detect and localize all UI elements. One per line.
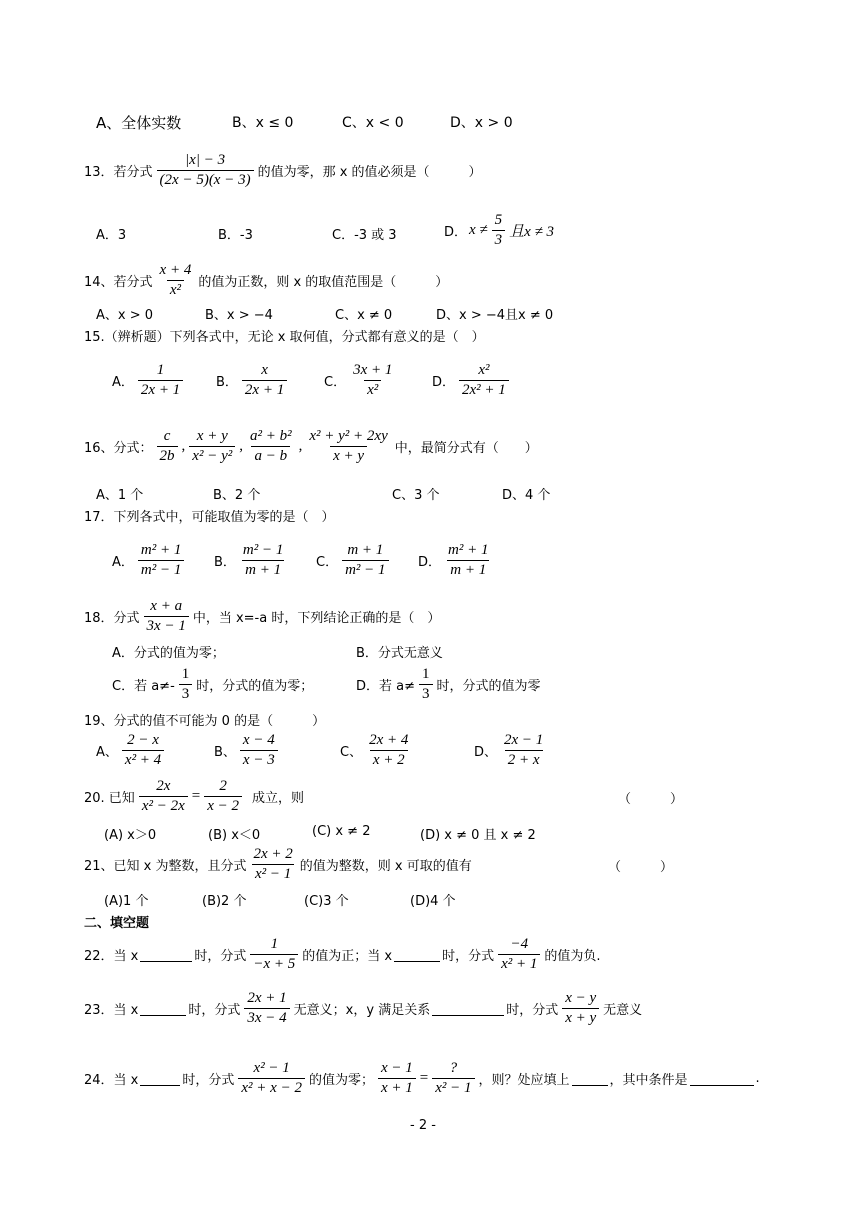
q21-answer-paren: （ ）: [608, 860, 674, 875]
q19-option-a: [96, 732, 166, 769]
q22-blank-1[interactable]: [140, 947, 192, 962]
q17-option-c-numerator: m + 1: [347, 542, 384, 558]
q23-numerator-2: x − y: [565, 990, 597, 1006]
q15-option-a-fraction: [138, 362, 183, 399]
q17-option-c-denominator: m² − 1: [342, 560, 388, 579]
q17-option-b-numerator: m² − 1: [242, 542, 284, 558]
q22-numerator-1: 1: [270, 936, 279, 952]
q18-option-d-numerator: 1: [422, 666, 430, 682]
q13-option-d-post: 且x ≠ 3: [509, 224, 555, 240]
q19-option-c-denominator: x + 2: [370, 750, 408, 769]
q20-option-a: (A) x＞0: [104, 828, 157, 843]
question-24: [84, 1060, 760, 1097]
question-16: [84, 428, 538, 465]
q22-denominator-2: x² + 1: [498, 954, 540, 973]
q19-option-d-numerator: 2x − 1: [504, 732, 544, 748]
q16-option-b: B、2 个: [213, 488, 261, 503]
q12-option-d: D、x > 0: [450, 115, 513, 131]
page-number: - 2 -: [410, 1118, 436, 1133]
q19-option-d: [474, 732, 548, 769]
q15-option-b-numerator: x: [261, 362, 268, 378]
q13-numerator: |x| − 3: [185, 152, 226, 168]
q21-prefix: 21、已知 x 为整数，且分式: [84, 859, 247, 874]
q19-option-c: [340, 732, 413, 769]
q16-separator: ,: [298, 438, 303, 454]
question-23: [84, 990, 642, 1027]
q19-option-c-fraction: [366, 732, 411, 769]
q19-option-a-fraction: [122, 732, 164, 769]
q24-equals: =: [419, 1070, 429, 1086]
q15-option-d: [432, 362, 511, 399]
q22-blank-2[interactable]: [394, 947, 440, 962]
q23-blank-2[interactable]: [432, 1001, 504, 1016]
q14-option-b: B、x > −4: [205, 308, 273, 323]
q18-option-b: B．分式无意义: [356, 646, 443, 661]
q15-option-d-numerator: x²: [478, 362, 490, 378]
q17-option-a-fraction: [138, 542, 184, 579]
q24-denominator-1: x² + x − 2: [238, 1078, 305, 1097]
q15-option-c: [324, 362, 397, 399]
q17-option-b-label: B．: [214, 555, 236, 570]
q16-suffix: 中，最简分式有（ ）: [394, 441, 538, 456]
q16-fraction-1: [157, 428, 178, 465]
q16-denominator-4: x + y: [330, 446, 367, 465]
q18-fraction: [144, 598, 189, 635]
q16-numerator-1: c: [163, 428, 171, 444]
q18-option-c-fraction: [179, 666, 193, 703]
q12-option-a: A、全体实数: [96, 114, 182, 132]
q18-option-a: A．分式的值为零；: [112, 646, 225, 661]
q24-part-6: .: [755, 1071, 760, 1086]
q22-fraction-1: [250, 936, 298, 973]
q18-prefix: 18．分式: [84, 611, 140, 626]
q20-option-d: (D) x ≠ 0 且 x ≠ 2: [420, 828, 536, 843]
q16-option-a: A、1 个: [96, 488, 144, 503]
q21-numerator: 2x + 2: [253, 846, 293, 862]
q14-denominator: x²: [167, 280, 184, 299]
q24-denominator-3: x² − 1: [432, 1078, 474, 1097]
q22-part-4: 时，分式: [442, 949, 495, 964]
q23-part-3: 无意义；x，y 满足关系: [293, 1003, 431, 1018]
q19-option-a-label: A、: [96, 745, 118, 760]
q18-option-c: [112, 666, 313, 703]
q15-option-a-denominator: 2x + 1: [138, 380, 183, 399]
q23-numerator-1: 2x + 1: [247, 990, 287, 1006]
q13-denominator: (2x − 5)(x − 3): [157, 170, 254, 189]
q18-denominator: 3x − 1: [144, 616, 189, 635]
q19-option-d-fraction: [501, 732, 546, 769]
q19-option-b: [214, 732, 280, 769]
question-22: [84, 936, 601, 973]
q24-blank-2[interactable]: [572, 1071, 608, 1086]
q17-option-b-fraction: [240, 542, 286, 579]
q13-suffix: 的值为零，那 x 的值必须是（ ）: [257, 165, 482, 180]
q23-fraction-1: [244, 990, 289, 1027]
q18-option-d-post: 时，分式的值为零: [436, 679, 541, 694]
q22-denominator-1: −x + 5: [250, 954, 298, 973]
question-19: 19、分式的值不可能为 0 的是（ ）: [84, 714, 326, 729]
q24-part-4: ，则？处应填上: [478, 1073, 570, 1088]
q14-prefix: 14、若分式: [84, 275, 153, 290]
q17-option-a: [112, 542, 186, 579]
q23-denominator-1: 3x − 4: [244, 1008, 289, 1027]
q22-part-1: 22．当 x: [84, 949, 139, 964]
q18-option-c-denominator: 3: [179, 684, 193, 703]
q13-option-d-denominator: 3: [492, 230, 506, 249]
q18-option-d-denominator: 3: [419, 684, 433, 703]
q23-part-5: 无意义: [603, 1003, 643, 1018]
q17-option-b-denominator: m + 1: [242, 560, 284, 579]
q15-option-a: [112, 362, 185, 399]
q18-option-c-numerator: 1: [181, 666, 190, 682]
q14-suffix: 的值为正数，则 x 的取值范围是（ ）: [198, 275, 449, 290]
question-18: [84, 598, 440, 635]
q23-fraction-2: [562, 990, 599, 1027]
question-14: [84, 262, 448, 299]
q22-fraction-2: [498, 936, 540, 973]
q12-option-b: B、x ≤ 0: [232, 115, 294, 131]
q15-option-c-denominator: x²: [364, 380, 381, 399]
q23-denominator-2: x + y: [562, 1008, 599, 1027]
q16-prefix: 16、分式：: [84, 441, 153, 456]
q24-fraction-3: [432, 1060, 474, 1097]
q23-part-1: 23．当 x: [84, 1003, 139, 1018]
q16-numerator-2: x + y: [196, 428, 228, 444]
q24-numerator-3: ?: [449, 1060, 458, 1076]
q19-option-c-numerator: 2x + 4: [369, 732, 409, 748]
q20-option-b: (B) x＜0: [208, 828, 261, 843]
q15-option-c-numerator: 3x + 1: [353, 362, 393, 378]
q16-fraction-3: [247, 428, 295, 465]
q17-option-d-numerator: m² + 1: [448, 542, 489, 558]
q19-option-a-denominator: x² + 4: [122, 750, 164, 769]
q20-equals: =: [191, 788, 201, 804]
q23-blank-1[interactable]: [140, 1001, 186, 1016]
q19-option-b-denominator: x − 3: [240, 750, 278, 769]
q24-fraction-2: [378, 1060, 416, 1097]
q24-denominator-2: x + 1: [378, 1078, 416, 1097]
q16-option-c: C、3 个: [392, 488, 440, 503]
q17-option-d: [418, 542, 493, 579]
q13-option-b: B．-3: [218, 228, 253, 243]
q18-suffix: 中，当 x=-a 时，下列结论正确的是（ ）: [192, 611, 441, 626]
q24-part-2: 时，分式: [182, 1073, 235, 1088]
q20-prefix: 20. 已知: [84, 791, 135, 806]
q13-option-d-fraction: [492, 212, 506, 249]
q17-option-c-label: C．: [316, 555, 339, 570]
q15-option-b-label: B．: [216, 375, 238, 390]
q17-option-a-label: A．: [112, 555, 134, 570]
q16-separator: ,: [181, 438, 186, 454]
q24-numerator-1: x² − 1: [253, 1060, 290, 1076]
question-13: [84, 152, 482, 189]
q20-left-numerator: 2x: [156, 778, 171, 794]
question-21: [84, 846, 472, 883]
q15-option-b-fraction: [242, 362, 287, 399]
q13-option-d-label: D．: [444, 225, 468, 240]
q16-numerator-3: a² + b²: [249, 428, 292, 444]
q21-option-a: (A)1 个: [104, 894, 149, 909]
q18-option-d-pre: D．若 a≠: [356, 679, 416, 694]
q16-option-d: D、4 个: [502, 488, 551, 503]
q21-denominator: x² − 1: [252, 864, 294, 883]
q18-option-c-pre: C．若 a≠-: [112, 679, 175, 694]
q24-blank-3[interactable]: [690, 1071, 754, 1086]
q22-part-3: 的值为正；当 x: [302, 949, 393, 964]
q14-fraction: [157, 262, 195, 299]
q13-option-d-numerator: 5: [494, 212, 503, 228]
q21-option-b: (B)2 个: [202, 894, 247, 909]
q22-part-2: 时，分式: [194, 949, 247, 964]
q20-left-denominator: x² − 2x: [139, 796, 188, 815]
q19-option-d-label: D、: [474, 745, 498, 760]
q16-numerator-4: x² + y² + 2xy: [309, 428, 388, 444]
q19-option-a-numerator: 2 − x: [127, 732, 159, 748]
q18-numerator: x + a: [150, 598, 183, 614]
q15-option-d-label: D．: [432, 375, 456, 390]
q24-part-1: 24．当 x: [84, 1073, 139, 1088]
q13-option-a: A．3: [96, 228, 127, 243]
section-heading-fill-in: 二、填空题: [84, 916, 150, 931]
q13-fraction: [157, 152, 254, 189]
q17-option-d-label: D．: [418, 555, 442, 570]
q17-option-d-denominator: m + 1: [447, 560, 489, 579]
q20-fraction-right: [204, 778, 242, 815]
q15-option-d-denominator: 2x² + 1: [459, 380, 509, 399]
q20-fraction-left: [139, 778, 188, 815]
q19-option-c-label: C、: [340, 745, 363, 760]
q20-right-denominator: x − 2: [204, 796, 242, 815]
q17-option-c-fraction: [342, 542, 388, 579]
q21-suffix: 的值为整数，则 x 可取的值有: [299, 859, 472, 874]
q22-numerator-2: −4: [510, 936, 529, 952]
q13-option-c: C．-3 或 3: [332, 228, 397, 243]
q12-option-c: C、x < 0: [342, 115, 404, 131]
q23-part-2: 时，分式: [188, 1003, 241, 1018]
q18-option-c-post: 时，分式的值为零；: [196, 679, 314, 694]
q15-option-c-fraction: [350, 362, 395, 399]
q13-option-d: [444, 212, 554, 249]
q24-part-3: 的值为零；: [308, 1073, 374, 1088]
q15-option-a-label: A．: [112, 375, 134, 390]
q14-option-d: D、x > −4且x ≠ 0: [436, 308, 554, 323]
q20-right-numerator: 2: [219, 778, 227, 794]
q15-option-a-numerator: 1: [156, 362, 165, 378]
q13-option-d-pre: x ≠: [469, 222, 488, 238]
q24-numerator-2: x − 1: [380, 1060, 413, 1076]
q23-part-4: 时，分式: [506, 1003, 559, 1018]
q17-option-b: [214, 542, 288, 579]
q18-option-d-fraction: [419, 666, 433, 703]
question-15: 15.（辨析题）下列各式中，无论 x 取何值，分式都有意义的是（ ）: [84, 330, 485, 345]
q24-part-5: ，其中条件是: [609, 1073, 688, 1088]
q19-option-b-fraction: [240, 732, 278, 769]
q16-denominator-1: 2b: [157, 446, 178, 465]
q15-option-b-denominator: 2x + 1: [242, 380, 287, 399]
q24-blank-1[interactable]: [140, 1071, 180, 1086]
q15-option-c-label: C．: [324, 375, 347, 390]
q21-option-d: (D)4 个: [410, 894, 456, 909]
q16-fraction-2: [189, 428, 235, 465]
q13-prefix: 13．若分式: [84, 165, 153, 180]
q16-denominator-3: a − b: [251, 446, 290, 465]
question-20: [84, 778, 304, 815]
q22-part-5: 的值为负.: [544, 949, 601, 964]
q14-option-a: A、x > 0: [96, 308, 154, 323]
q16-denominator-2: x² − y²: [189, 446, 235, 465]
q17-option-c: [316, 542, 391, 579]
q21-fraction: [251, 846, 296, 883]
q15-option-d-fraction: [459, 362, 509, 399]
q14-option-c: C、x ≠ 0: [335, 308, 393, 323]
q17-option-d-fraction: [445, 542, 491, 579]
q20-suffix: 成立，则: [252, 791, 305, 806]
q19-option-b-label: B、: [214, 745, 236, 760]
q16-fraction-4: [306, 428, 390, 465]
q17-option-a-denominator: m² − 1: [138, 560, 184, 579]
question-17: 17．下列各式中，可能取值为零的是（ ）: [84, 510, 335, 525]
q17-option-a-numerator: m² + 1: [140, 542, 182, 558]
q19-option-d-denominator: 2 + x: [505, 750, 543, 769]
q19-option-b-numerator: x − 4: [242, 732, 275, 748]
q20-option-c: (C) x ≠ 2: [312, 824, 371, 839]
q20-answer-paren: （ ）: [618, 792, 684, 807]
q24-fraction-1: [238, 1060, 305, 1097]
q21-option-c: (C)3 个: [304, 894, 349, 909]
q15-option-b: [216, 362, 289, 399]
q16-separator: ,: [239, 438, 243, 454]
q18-option-d: [356, 666, 541, 703]
q14-numerator: x + 4: [159, 262, 192, 278]
